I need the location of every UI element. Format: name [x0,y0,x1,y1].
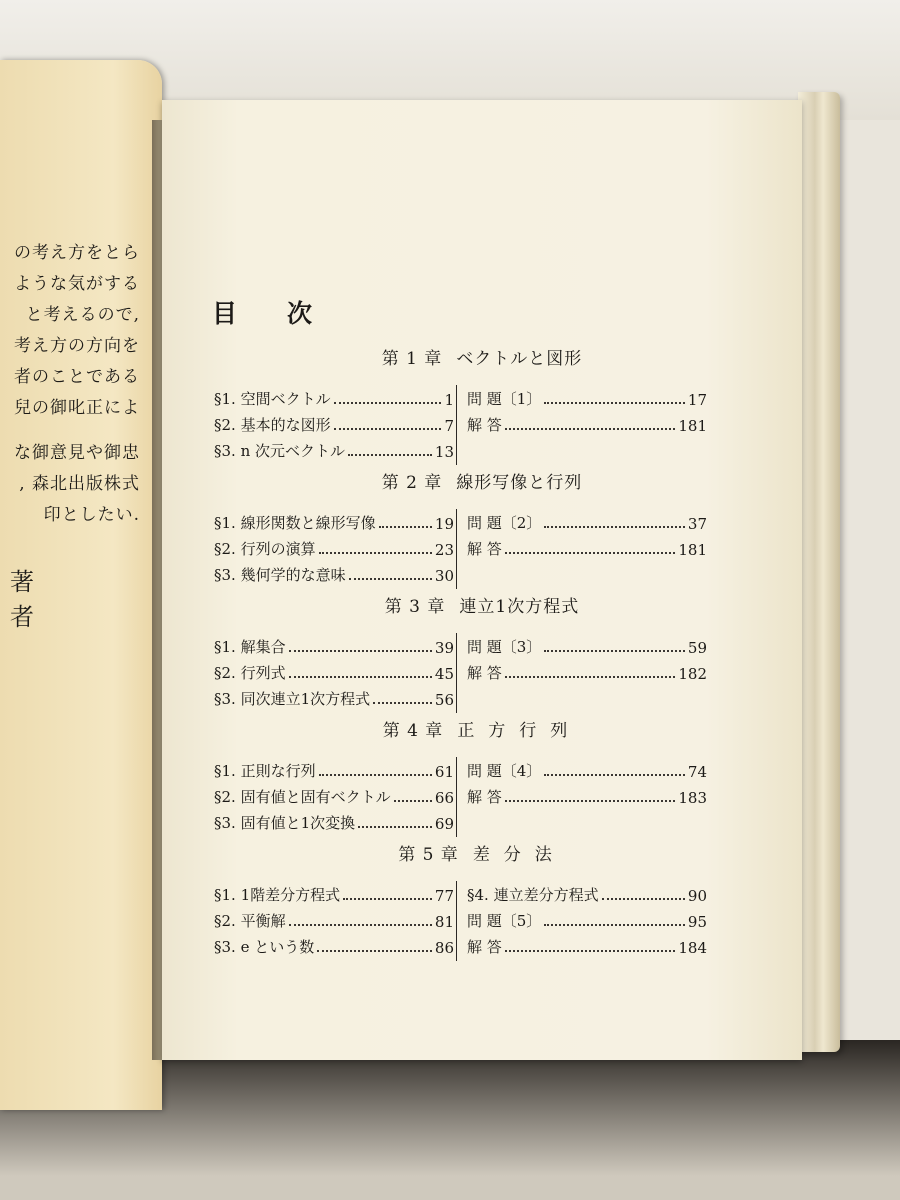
leader-dots [319,774,432,776]
toc-entry[interactable] [467,409,707,435]
toc-column-left [214,507,454,585]
toc-entry[interactable] [214,631,454,657]
column-divider [456,385,457,465]
toc-column-right [467,631,707,683]
page-number: 181 [678,541,707,559]
leader-dots [358,826,432,828]
toc-entry[interactable] [214,807,454,833]
page-number: 184 [678,939,707,957]
leader-dots [505,552,676,554]
entry-label: 問 題〔2〕 [467,514,542,532]
page-edges [798,92,840,1052]
leader-dots [289,924,432,926]
page-number: 61 [434,763,454,781]
entry-label: 解 答 [467,938,502,956]
leader-dots [319,552,432,554]
page-number: 23 [434,541,454,559]
entry-label: §4. 連立差分方程式 [467,886,599,904]
toc-entry[interactable] [467,755,707,781]
chapter-title: 線形写像と行列 [456,473,583,493]
page-number: 183 [678,789,707,807]
chapter-title: ベクトルと図形 [456,349,583,369]
leader-dots [505,676,676,678]
column-divider [456,509,457,589]
page-number: 45 [434,665,454,683]
entry-label: §2. 行列式 [214,664,286,682]
toc-entry[interactable] [214,931,454,957]
chapter-1 [162,344,802,467]
page-number: 17 [687,391,707,409]
toc-column-left [214,383,454,461]
page-number: 1 [444,391,454,409]
chapter-number: 第 3 章 [384,597,446,617]
chapter-heading [162,468,802,493]
entry-label: §1. 空間ベクトル [214,390,331,408]
page-number: 81 [434,913,454,931]
toc-entry[interactable] [467,507,707,533]
toc-entry[interactable] [214,383,454,409]
leader-dots [349,578,432,580]
leader-dots [317,950,432,952]
chapter-heading [162,592,802,617]
toc-title [212,294,314,330]
left-line: , 森北出版株式 [19,474,140,494]
toc-entry[interactable] [214,905,454,931]
toc-page [162,100,802,1060]
entry-label: §3. e という数 [214,938,315,956]
toc-title-char: 次 [287,299,315,328]
page-number: 66 [434,789,454,807]
leader-dots [505,428,676,430]
entry-label: 問 題〔5〕 [467,912,542,930]
entry-label: §1. 解集合 [214,638,286,656]
entry-label: §1. 正則な行列 [214,762,316,780]
chapter-number: 第 4 章 [382,721,444,741]
page-number: 181 [678,417,707,435]
left-line: な御意見や御忠 [14,443,140,463]
left-line: と考えるので, [25,305,140,325]
chapter-title: 連立1次方程式 [459,597,580,617]
toc-entry[interactable] [214,755,454,781]
leader-dots [373,702,432,704]
toc-entry[interactable] [214,435,454,461]
chapter-title: 正方行列 [457,721,582,741]
column-divider [456,757,457,837]
chapter-title: 差分法 [472,845,566,865]
page-number: 37 [687,515,707,533]
toc-entry[interactable] [467,931,707,957]
leader-dots [289,676,432,678]
page-number: 19 [434,515,454,533]
leader-dots [394,800,432,802]
entry-label: 解 答 [467,788,502,806]
leader-dots [544,526,685,528]
toc-entry[interactable] [467,905,707,931]
entry-label: §2. 基本的な図形 [214,416,331,434]
page-number: 74 [687,763,707,781]
leader-dots [544,650,685,652]
page-number: 30 [434,567,454,585]
entry-label: §3. 幾何学的な意味 [214,566,346,584]
toc-entry[interactable] [214,683,454,709]
entry-label: §3. 固有値と1次変換 [214,814,356,832]
leader-dots [544,402,685,404]
toc-column-right [467,507,707,559]
page-number: 39 [434,639,454,657]
entry-label: 解 答 [467,540,502,558]
leader-dots [505,950,676,952]
toc-entry[interactable] [467,781,707,807]
leader-dots [544,924,685,926]
toc-entry[interactable] [214,781,454,807]
toc-entry[interactable] [214,657,454,683]
left-line: 者のことである [14,367,140,387]
author-signature: 著 者 [10,568,80,631]
entry-label: §1. 1階差分方程式 [214,886,341,904]
toc-column-left [214,631,454,709]
toc-entry[interactable] [214,559,454,585]
left-page-text [0,238,140,531]
toc-entry[interactable] [467,657,707,683]
left-page [0,60,162,1110]
leader-dots [348,454,432,456]
toc-entry[interactable] [467,533,707,559]
left-line: ような気がする [14,274,140,294]
entry-label: 解 答 [467,416,502,434]
toc-title-char: 目 [212,299,240,328]
chapter-number: 第 2 章 [381,473,443,493]
chapter-2 [162,468,802,591]
chapter-number: 第 5 章 [398,845,459,865]
toc-entry[interactable] [467,879,707,905]
leader-dots [379,526,432,528]
toc-column-right [467,383,707,435]
page-number: 13 [434,443,454,461]
page-number: 69 [434,815,454,833]
column-divider [456,633,457,713]
page-number: 182 [678,665,707,683]
entry-label: §2. 行列の演算 [214,540,316,558]
toc-entry[interactable] [214,533,454,559]
left-line: 兒の御叱正によ [14,398,140,418]
page-number: 56 [434,691,454,709]
chapter-4 [162,716,802,839]
entry-label: §2. 平衡解 [214,912,286,930]
left-line: の考え方をとら [14,243,140,263]
toc-entry[interactable] [467,383,707,409]
leader-dots [602,898,685,900]
page-number: 90 [687,887,707,905]
page-number: 77 [434,887,454,905]
toc-entry[interactable] [214,507,454,533]
toc-column-right [467,755,707,807]
chapter-heading [162,840,802,865]
entry-label: 解 答 [467,664,502,682]
page-number: 95 [687,913,707,931]
leader-dots [544,774,685,776]
leader-dots [289,650,432,652]
left-line: 印としたい. [43,505,140,525]
entry-label: §1. 線形関数と線形写像 [214,514,376,532]
chapter-3 [162,592,802,715]
toc-column-right [467,879,707,957]
page-number: 86 [434,939,454,957]
chapter-heading [162,344,802,369]
toc-column-left [214,755,454,833]
page-number: 7 [444,417,454,435]
entry-label: §3. 同次連立1次方程式 [214,690,371,708]
toc-entry[interactable] [214,409,454,435]
column-divider [456,881,457,961]
entry-label: 問 題〔4〕 [467,762,542,780]
entry-label: §2. 固有値と固有ベクトル [214,788,391,806]
chapter-5 [162,840,802,963]
leader-dots [505,800,676,802]
chapter-number: 第 1 章 [381,349,443,369]
toc-entry[interactable] [467,631,707,657]
entry-label: 問 題〔3〕 [467,638,542,656]
chapter-heading [162,716,802,741]
toc-column-left [214,879,454,957]
page-number: 59 [687,639,707,657]
left-line: 考え方の方向を [14,336,140,356]
leader-dots [334,428,442,430]
entry-label: 問 題〔1〕 [467,390,542,408]
entry-label: §3. n 次元ベクトル [214,442,346,460]
toc-entry[interactable] [214,879,454,905]
leader-dots [334,402,442,404]
leader-dots [343,898,432,900]
